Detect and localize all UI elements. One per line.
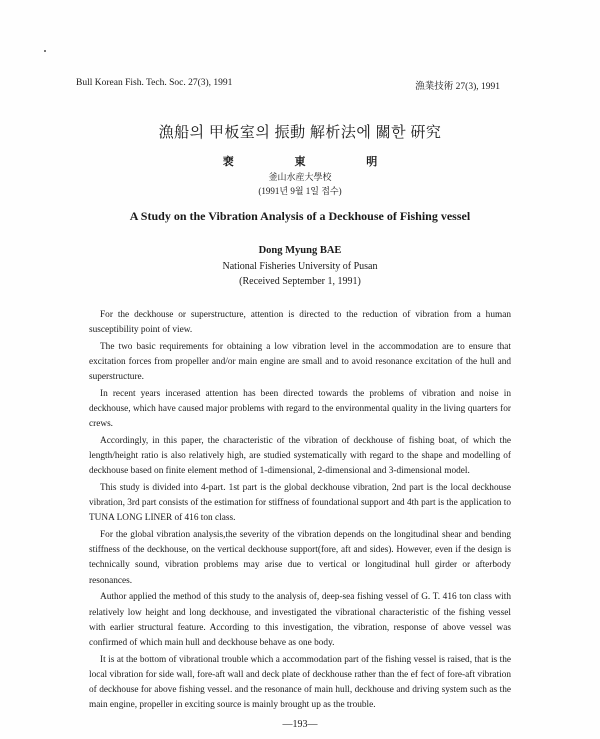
abstract-paragraph: For the deckhouse or superstructure, attention is directed to the reduction of vibration from a human susceptibility point of view. (89, 310, 511, 336)
abstract-paragraph: This study is divided into 4-part. 1st part is the global deckhouse vibration, 2nd part is the local deckhouse vibration, 3rd part consists of the estimation for stiffness of foundational support and 4th part is the application to TUNA LONG LINER of 416 ton class. (89, 482, 511, 524)
title-english: A Study on the Vibration Analysis of a Deckhouse of Fishing vessel (129, 209, 471, 223)
author-english: Dong Myung BAE (258, 245, 342, 256)
journal-citation-en: Bull Korean Fish. Tech. Soc. 27(3), 1991 (76, 78, 233, 88)
journal-citation-ko: 漁業技術 27(3), 1991 (415, 82, 500, 92)
running-header (76, 78, 500, 92)
abstract-paragraph: In recent years incerased attention has been directed towards the problems of vibration and noise in deckhouse, which have caused major problems with regard to the environmental quality in the living quarters for crews. (89, 388, 511, 430)
page-number: —193— (282, 719, 318, 730)
received-date-english: (Received September 1, 1991) (239, 276, 361, 287)
title-korean: 漁船의 甲板室의 振動 解析法에 關한 硏究 (158, 125, 442, 141)
affiliation-english: National Fisheries University of Pusan (222, 261, 378, 272)
abstract (89, 308, 511, 715)
abstract-paragraph: The two basic requirements for obtaining a low vibration level in the accommodation are to ensure that excitation forces from propeller and/or main engine are small and to avoid resonance excitation of the hull and superstructure. (89, 341, 511, 383)
received-date-korean: (1991년 9월 1일 접수) (258, 186, 342, 196)
abstract-paragraph: It is at the bottom of vibrational trouble which a accommodation part of the fishing vessel is raised, that is the local vibration for side wall, fore-aft wall and deck plate of deckhouse rather than the ef fect of fore-aft vibration of deckhouse for above fishing vessel. and the resonance of main hull, deckhouse and driving system such as the main engine, propeller in exciting source is mainly brought up as the trouble. (89, 654, 511, 711)
abstract-paragraph: Accordingly, in this paper, the characteristic of the vibration of deckhouse of fishing boat, of which the length/height ratio is also relatively high, are studied systematically with regard to the shape and modelling of deckhouse based on finite element method of 1-dimensional, 2-dimensional and 3-dimensional model. (89, 435, 511, 477)
abstract-paragraph: For the global vibration analysis,the severity of the vibration depends on the longitudinal shear and bending stiffness of the deckhouse, on the vertical deckhouse support(fore, aft and sides). However, even if the design is technically sound, vibration problems may arise due to vertical or longitudinal hull girder or afterbody resonances. (89, 529, 511, 586)
abstract-paragraph: Author applied the method of this study to the analysis of, deep-sea fishing vessel of G. T. 416 ton class with relatively low height and long deckhouse, and investigated the vibrational characteristic of the fishing vessel with earlier structural feature. According to this investigation, the vibration, response of above vessel was confirmed of which main hull and deckhouse behave as one body. (89, 592, 511, 649)
affiliation-korean: 釜山水産大學校 (268, 172, 332, 182)
author-korean: 裵 東 明 (222, 156, 378, 168)
scan-speck (44, 50, 46, 52)
